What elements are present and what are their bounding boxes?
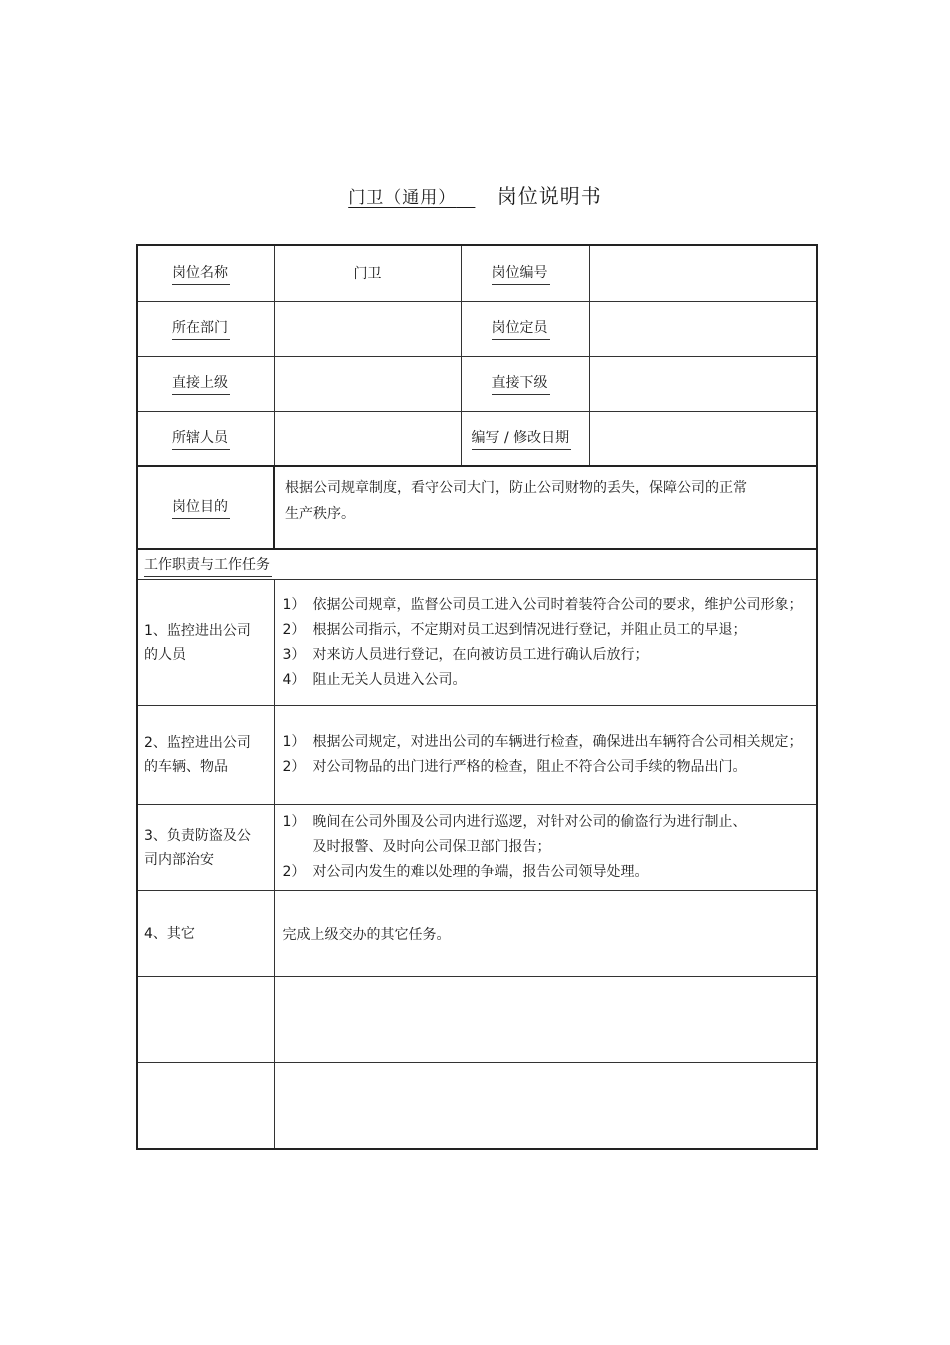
row-duty-4 xyxy=(137,891,817,977)
row-duty-1 xyxy=(137,580,817,706)
job-description-table xyxy=(136,244,818,1150)
duty-4-text: 完成上级交办的其它任务。 xyxy=(274,891,817,977)
list-item: 2） 对公司内发生的难以处理的争端，报告公司领导处理。 xyxy=(282,864,649,880)
date-label-cell xyxy=(461,411,589,466)
empty-cell xyxy=(137,977,274,1063)
duty-4-name: 4、其它 xyxy=(137,891,274,977)
quota-label-cell xyxy=(461,301,589,356)
purpose-label: 岗位目的 xyxy=(172,496,230,519)
dept-label-cell xyxy=(137,301,274,356)
list-item: 2） 对公司物品的出门进行严格的检查，阻止不符合公司手续的物品出门。 xyxy=(282,759,747,775)
row-empty-2 xyxy=(137,1063,817,1149)
superior-label-cell xyxy=(137,356,274,411)
duty-3-items xyxy=(274,805,817,891)
row-duties-heading xyxy=(137,549,817,580)
duties-heading: 工作职责与工作任务 xyxy=(144,554,272,577)
duty-2-items xyxy=(274,706,817,805)
row-dept xyxy=(137,301,817,356)
post-code-label: 岗位编号 xyxy=(492,262,550,285)
duty-1-items xyxy=(274,580,817,706)
list-item: 1） 晚间在公司外围及公司内进行巡逻，对针对公司的偷盗行为进行制止、及时报警、及时向公司保卫部门报告； xyxy=(282,814,747,855)
purpose-paragraph: 根据公司规章制度，看守公司大门，防止公司财物的丢失，保障公司的正常生产秩序。 xyxy=(285,480,747,522)
empty-cell xyxy=(274,977,817,1063)
purpose-text xyxy=(274,466,817,549)
row-superior xyxy=(137,356,817,411)
duty-3-name: 3、负责防盗及公司内部治安 xyxy=(137,805,274,891)
superior-label: 直接上级 xyxy=(172,372,230,395)
list-item: 3） 对来访人员进行登记，在向被访员工进行确认后放行； xyxy=(282,646,649,663)
row-post-name xyxy=(137,245,817,301)
post-code-value xyxy=(589,245,817,301)
duties-heading-cell xyxy=(137,549,817,580)
list-item: 1） 依据公司规章，监督公司员工进入公司时着装符合公司的要求，维护公司形象； xyxy=(282,596,803,613)
list-item: 4） 阻止无关人员进入公司。 xyxy=(282,671,467,688)
post-code-label-cell xyxy=(461,245,589,301)
subordinate-value xyxy=(589,356,817,411)
dept-value xyxy=(274,301,461,356)
doc-type-title: 岗位说明书 xyxy=(496,184,602,208)
staff-value xyxy=(274,411,461,466)
superior-value xyxy=(274,356,461,411)
purpose-label-cell xyxy=(137,466,274,549)
empty-cell xyxy=(137,1063,274,1149)
quota-label: 岗位定员 xyxy=(492,317,550,340)
row-empty-1 xyxy=(137,977,817,1063)
staff-label-cell xyxy=(137,411,274,466)
row-duty-3 xyxy=(137,805,817,891)
post-name-label: 岗位名称 xyxy=(172,262,230,285)
document-title xyxy=(0,180,950,209)
empty-cell xyxy=(274,1063,817,1149)
date-label: 编写 / 修改日期 xyxy=(472,427,572,450)
staff-label: 所辖人员 xyxy=(172,427,230,450)
date-value xyxy=(589,411,817,466)
row-purpose xyxy=(137,466,817,549)
duty-1-name: 1、监控进出公司的人员 xyxy=(137,580,274,706)
post-name-value: 门卫 xyxy=(274,245,461,301)
duty-2-name: 2、监控进出公司的车辆、物品 xyxy=(137,706,274,805)
position-title: 门卫（通用） xyxy=(348,188,457,208)
row-duty-2 xyxy=(137,706,817,805)
list-item: 1） 根据公司规定，对进出公司的车辆进行检查，确保进出车辆符合公司相关规定； xyxy=(282,734,803,750)
subordinate-label-cell xyxy=(461,356,589,411)
post-name-label-cell xyxy=(137,245,274,301)
dept-label: 所在部门 xyxy=(172,317,230,340)
quota-value xyxy=(589,301,817,356)
list-item: 2） 根据公司指示，不定期对员工迟到情况进行登记，并阻止员工的早退； xyxy=(282,621,747,638)
row-staff xyxy=(137,411,817,466)
subordinate-label: 直接下级 xyxy=(492,372,550,395)
